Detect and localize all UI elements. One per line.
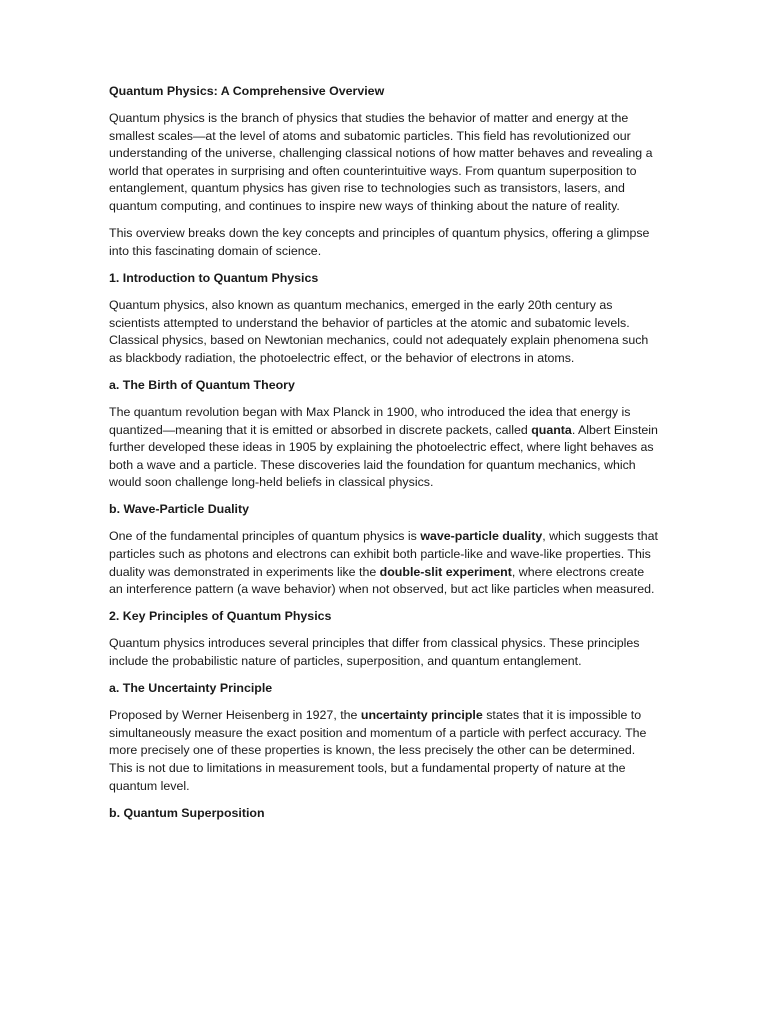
section-1a-paragraph (109, 404, 661, 492)
section-2-paragraph: Quantum physics introduces several principles that differ from classical physics. These principles include the probabilistic nature of particles, superposition, and quantum entanglement. (109, 636, 640, 669)
section-2b-heading: b. Quantum Superposition (109, 805, 265, 820)
section-2-heading: 2. Key Principles of Quantum Physics (109, 609, 332, 624)
section-1-paragraph: Quantum physics, also known as quantum mechanics, emerged in the early 20th century as scientists attempted to understand the behavior of particles at the atomic and subatomic levels. Classical physics, based on Newtonian mechanics, could not adequately explain phenomena such as blackbody radiation, the photoelectric effect, or the behavior of electrons in atoms. (109, 297, 649, 365)
document-page (109, 83, 661, 832)
section-1b-heading: b. Wave-Particle Duality (109, 502, 250, 517)
section-1a-bold-quanta: quanta (531, 422, 572, 437)
section-2a-text-1: Proposed by Werner Heisenberg in 1927, the (109, 708, 361, 723)
section-1a-text-2: . Albert Einstein further developed these ideas in 1905 by explaining the photoelectric effect, where light behaves as both a wave and a particle. These discoveries laid the foundation for quantum mechanics, which would soon challenge long-held beliefs in classical physics. (109, 422, 658, 490)
section-2a-heading: a. The Uncertainty Principle (109, 681, 273, 696)
section-2a-bold-uncertainty: uncertainty principle (360, 708, 483, 723)
intro-paragraph: Quantum physics is the branch of physics that studies the behavior of matter and energy at the smallest scales—at the level of atoms and subatomic particles. This field has revolutionized our understanding of the universe, challenging classical notions of how matter behaves and revealing a world that operates in surprising and often counterintuitive ways. From quantum superposition to entanglement, quantum physics has given rise to technologies such as transistors, lasers, and quantum computing, and continues to inspire new ways of thinking about the nature of reality. (109, 111, 653, 214)
section-1b-bold-duality: wave-particle duality (420, 529, 543, 544)
section-1a-heading: a. The Birth of Quantum Theory (109, 377, 295, 392)
section-1-heading: 1. Introduction to Quantum Physics (109, 270, 319, 285)
section-1b-paragraph (109, 528, 661, 598)
section-1b-bold-double-slit: double-slit experiment (379, 564, 512, 579)
section-1b-text-3: , where electrons create an interference pattern (a wave behavior) when not observed, but act like particles when measured. (109, 564, 655, 597)
overview-paragraph: This overview breaks down the key concepts and principles of quantum physics, offering a glimpse into this fascinating domain of science. (109, 226, 650, 258)
section-2a-text-2: states that it is impossible to simultaneously measure the exact position and momentum of a particle with perfect accuracy. The more precisely one of these properties is known, the less precisely the other can be determined. This is not due to limitations in measurement tools, but a fundamental property of nature at the quantum level. (109, 708, 647, 793)
document-title: Quantum Physics: A Comprehensive Overview (109, 84, 385, 98)
section-2a-paragraph (109, 707, 661, 795)
section-1b-text-2: , which suggests that particles such as photons and electrons can exhibit both particle-like and wave-like properties. This duality was demonstrated in experiments like the (109, 529, 658, 579)
section-1a-text-1: The quantum revolution began with Max Planck in 1900, who introduced the idea that energy is quantized—meaning that it is emitted or absorbed in discrete packets, called (109, 404, 631, 437)
section-1b-text-1: One of the fundamental principles of quantum physics is (109, 529, 421, 544)
